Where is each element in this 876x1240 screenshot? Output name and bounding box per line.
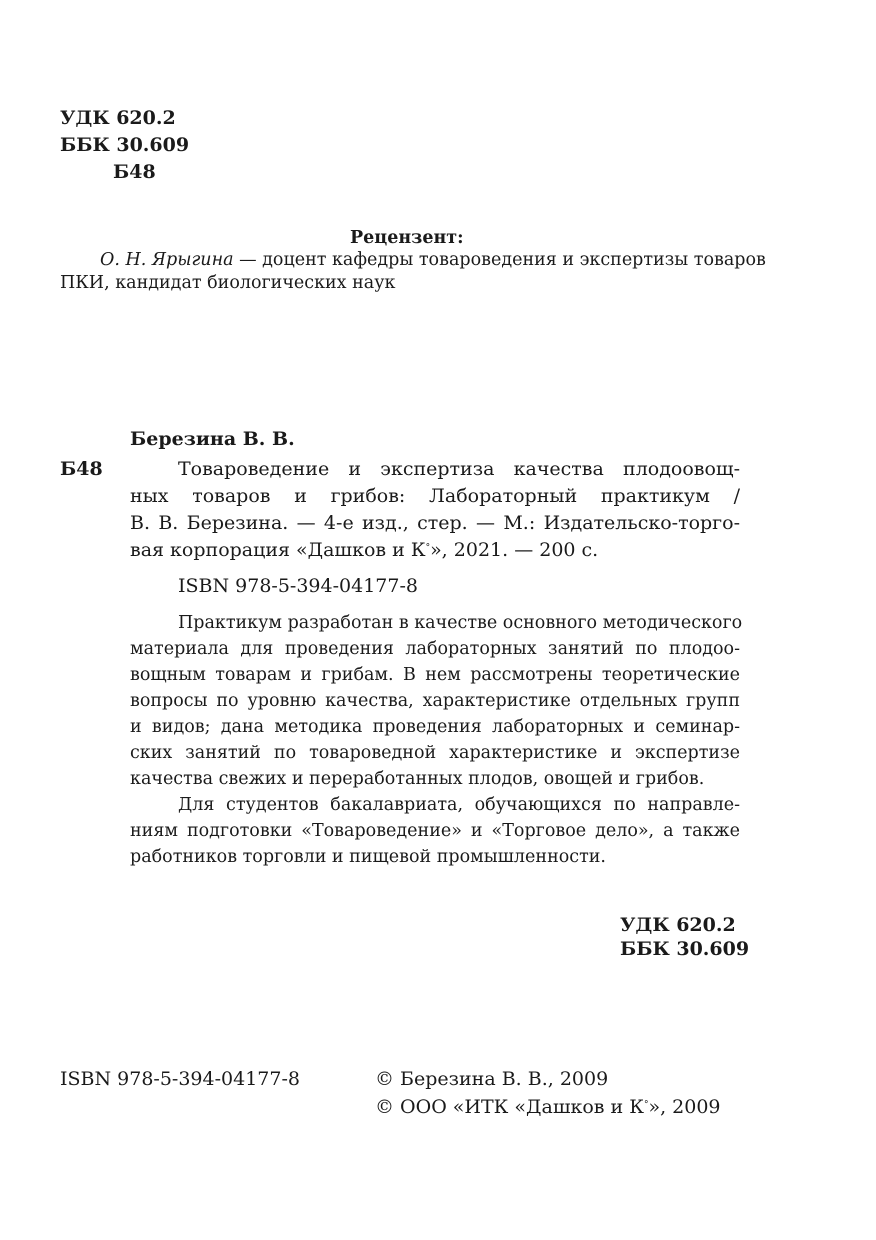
degree-mark: ° xyxy=(425,543,431,553)
bib-line-4-part-a: вая корпорация «Дашков и К xyxy=(130,539,426,561)
degree-mark: ° xyxy=(643,1100,649,1110)
reviewer-description: — доцент кафедры товароведения и экспертизы товаров xyxy=(233,250,766,270)
bib-line-3: В. В. Березина. — 4-е изд., стер. — М.: Издательско-торго- xyxy=(130,512,740,534)
bib-line-4 xyxy=(130,539,598,561)
annotation-line-6: ских занятий по товароведной характеристике и экспертизе xyxy=(130,743,740,763)
bib-line-4-part-b: », 2021. — 200 с. xyxy=(430,539,599,561)
reviewer-line-2: ПКИ, кандидат биологических наук xyxy=(60,273,396,293)
annotation-line-8: Для студентов бакалавриата, обучающихся по направле- xyxy=(178,795,740,815)
reviewer-line-1 xyxy=(100,250,766,270)
footer-isbn: ISBN 978-5-394-04177-8 xyxy=(60,1068,300,1090)
udk-code-top: УДК 620.2 xyxy=(60,107,176,129)
reviewer-name: О. Н. Ярыгина xyxy=(100,250,234,270)
copyright-publisher xyxy=(375,1096,721,1118)
copyright-author: © Березина В. В., 2009 xyxy=(375,1068,609,1090)
annotation-line-7: качества свежих и переработанных плодов, овощей и грибов. xyxy=(130,769,705,789)
bib-author: Березина В. В. xyxy=(130,428,295,450)
annotation-line-2: материала для проведения лабораторных занятий по плодоо- xyxy=(130,639,740,659)
udk-code-bottom: УДК 620.2 xyxy=(620,914,736,936)
annotation-line-1: Практикум разработан в качестве основного методического xyxy=(178,613,743,633)
bbk-code-bottom: ББК 30.609 xyxy=(620,938,750,960)
bib-isbn: ISBN 978-5-394-04177-8 xyxy=(178,575,418,597)
reviewer-heading: Рецензент: xyxy=(350,228,464,248)
copyright-publisher-part-a: © ООО «ИТК «Дашков и К xyxy=(375,1096,644,1118)
annotation-line-3: вощным товарам и грибам. В нем рассмотрены теоретические xyxy=(130,665,740,685)
annotation-line-4: вопросы по уровню качества, характеристике отдельных групп xyxy=(130,691,740,711)
annotation-line-5: и видов; дана методика проведения лабораторных и семинар- xyxy=(130,717,740,737)
annotation-line-9: ниям подготовки «Товароведение» и «Торговое дело», а также xyxy=(130,821,740,841)
bib-line-2: ных товаров и грибов: Лабораторный практикум / xyxy=(130,485,740,507)
bib-line-1: Товароведение и экспертиза качества плодоовощ- xyxy=(178,458,740,480)
copyright-publisher-part-b: », 2009 xyxy=(648,1096,721,1118)
bbk-code-top: ББК 30.609 xyxy=(60,134,190,156)
annotation-line-10: работников торговли и пищевой промышленности. xyxy=(130,847,606,867)
author-sign-top: Б48 xyxy=(113,161,156,183)
bib-author-sign: Б48 xyxy=(60,458,103,480)
